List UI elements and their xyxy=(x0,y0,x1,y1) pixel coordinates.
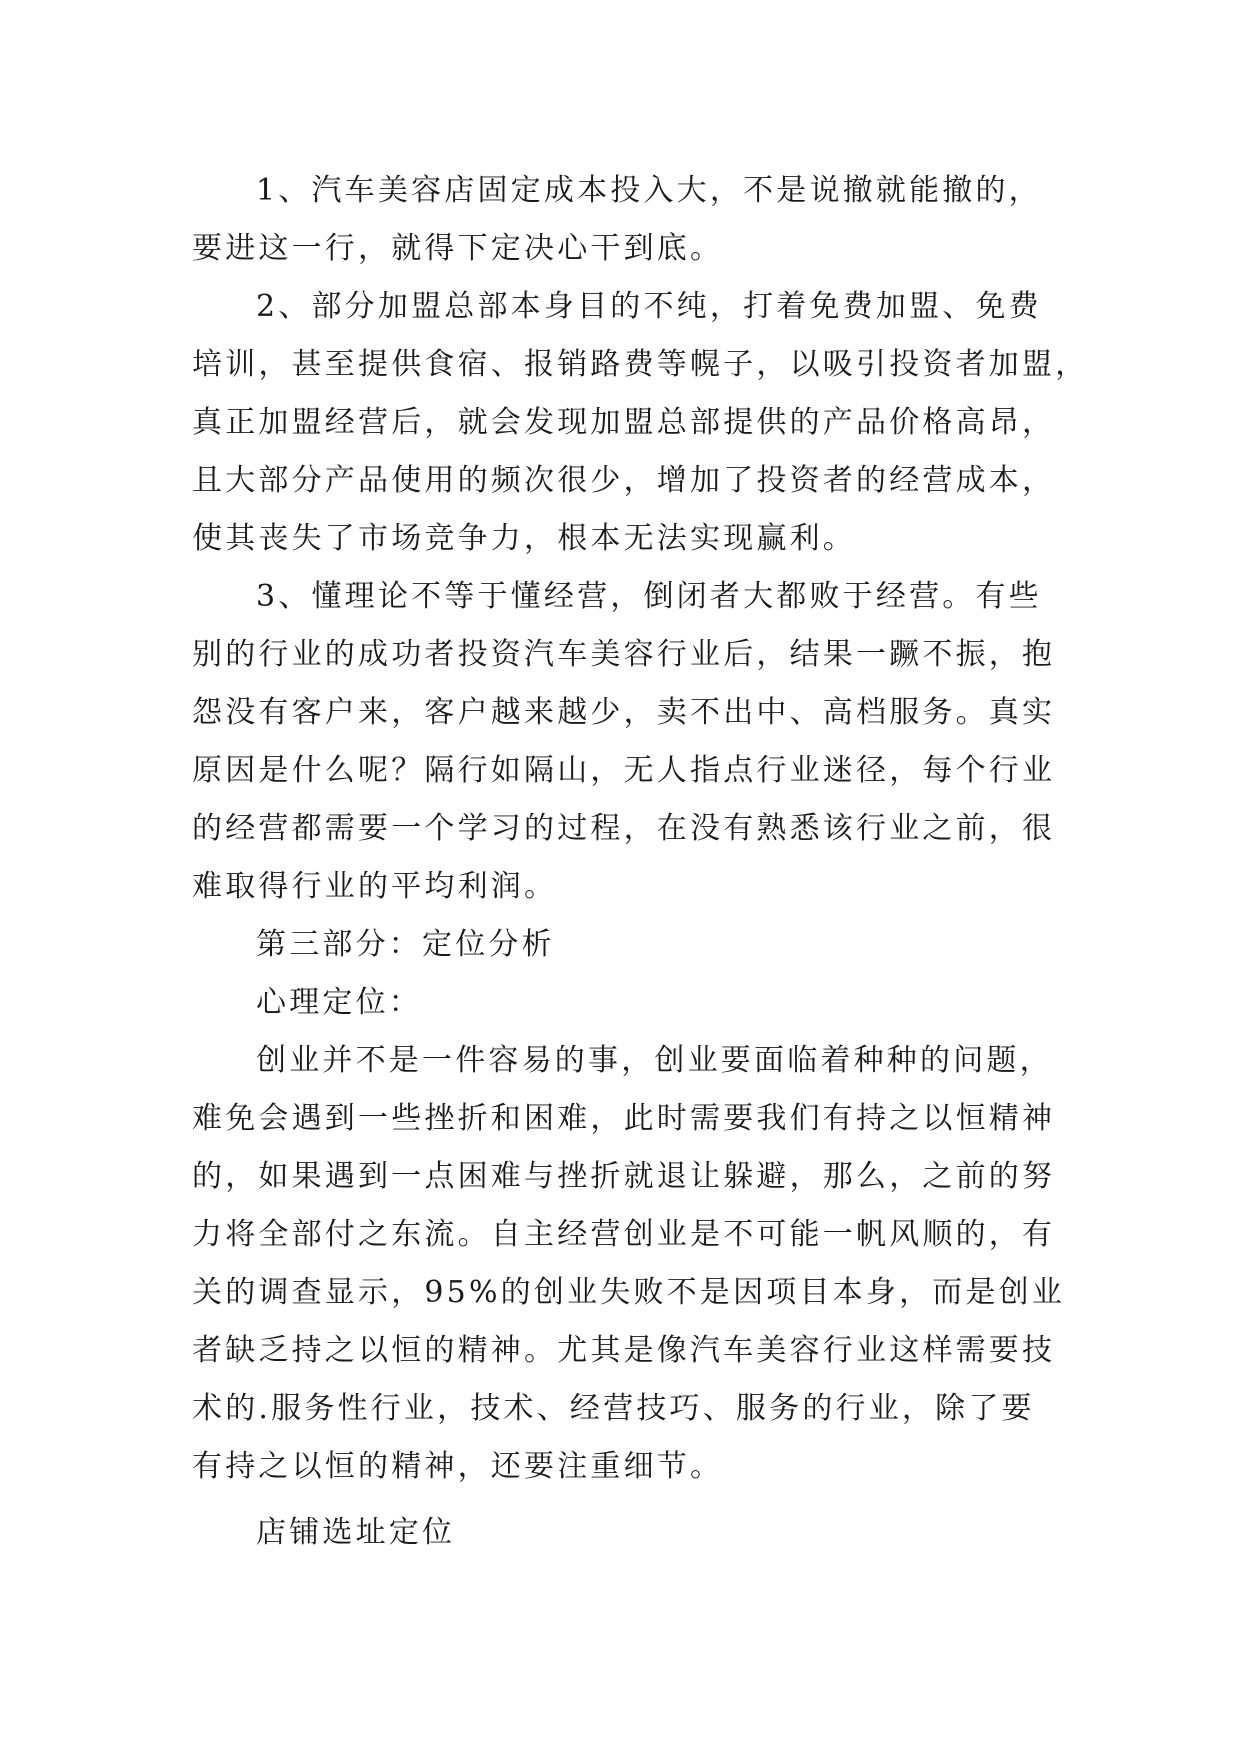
paragraph-4-line-6: 者缺乏持之以恒的精神。尤其是像汽车美容行业这样需要技 xyxy=(192,1333,1056,1368)
paragraph-4-line-1: 创业并不是一件容易的事，创业要面临着种种的问题， xyxy=(256,1043,1053,1078)
paragraph-4-line-8: 有持之以恒的精神，还要注重细节。 xyxy=(192,1449,724,1484)
paragraph-4-line-2: 难免会遇到一些挫折和困难，此时需要我们有持之以恒精神 xyxy=(192,1101,1056,1136)
paragraph-4-line-5: 关的调查显示，95%的创业失败不是因项目本身，而是创业 xyxy=(192,1275,1066,1310)
body-text xyxy=(192,162,1089,1562)
paragraph-1-line-1: 1、汽车美容店固定成本投入大，不是说撤就能撤的， xyxy=(256,173,1042,208)
subheading-store-location: 店铺选址定位 xyxy=(256,1515,456,1550)
paragraph-2-line-2: 培训，甚至提供食宿、报销路费等幌子，以吸引投资者加盟， xyxy=(192,347,1089,382)
paragraph-3-line-5: 的经营都需要一个学习的过程，在没有熟悉该行业之前，很 xyxy=(192,811,1056,846)
spacer xyxy=(192,1496,1060,1504)
subheading-psychological-positioning: 心理定位： xyxy=(256,985,422,1020)
paragraph-4-line-3: 的，如果遇到一点困难与挫折就退让躲避，那么，之前的努 xyxy=(192,1159,1056,1194)
paragraph-1-line-2: 要进这一行，就得下定决心干到底。 xyxy=(192,231,724,266)
paragraph-2-line-3: 真正加盟经营后，就会发现加盟总部提供的产品价格高昂， xyxy=(192,405,1056,440)
paragraph-4-line-4: 力将全部付之东流。自主经营创业是不可能一帆风顺的，有 xyxy=(192,1217,1056,1252)
section-heading: 第三部分：定位分析 xyxy=(256,927,555,962)
paragraph-3-line-4: 原因是什么呢？隔行如隔山，无人指点行业迷径，每个行业 xyxy=(192,753,1056,788)
paragraph-4-line-7: 术的.服务性行业，技术、经营技巧、服务的行业，除了要 xyxy=(192,1391,1035,1426)
paragraph-3-line-3: 怨没有客户来，客户越来越少，卖不出中、高档服务。真实 xyxy=(192,695,1056,730)
paragraph-3-line-6: 难取得行业的平均利润。 xyxy=(192,869,558,904)
paragraph-2-line-4: 且大部分产品使用的频次很少，增加了投资者的经营成本， xyxy=(192,463,1056,498)
paragraph-2-line-1: 2、部分加盟总部本身目的不纯，打着免费加盟、免费 xyxy=(256,289,1042,324)
paragraph-3-line-1: 3、懂理论不等于懂经营，倒闭者大都败于经营。有些 xyxy=(256,579,1042,614)
paragraph-3-line-2: 别的行业的成功者投资汽车美容行业后，结果一蹶不振，抱 xyxy=(192,637,1056,672)
paragraph-2-line-5: 使其丧失了市场竞争力，根本无法实现赢利。 xyxy=(192,521,856,556)
